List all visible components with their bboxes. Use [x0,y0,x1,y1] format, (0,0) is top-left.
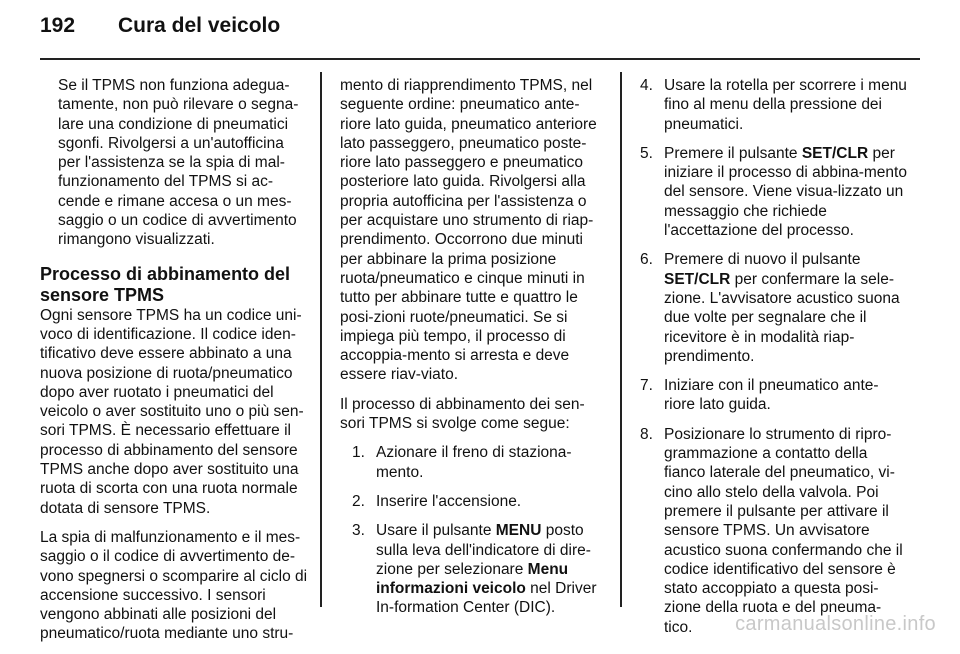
step-text [376,522,597,616]
list-item [640,376,908,415]
list-item [352,443,606,482]
step-text-part: Premere di nuovo il pulsante [664,251,861,269]
column-divider-left [320,72,322,607]
vehicle-info-menu-label: Menu informazioni veicolo [376,560,569,598]
step-text-part: Usare il pulsante [376,522,496,540]
page-number: 192 [40,14,76,37]
step-number: 5. [640,144,653,162]
step-number: 1. [352,444,365,462]
step-text-part: per iniziare il processo di abbina-mento del sensore. Viene visua-lizzato un messaggio che richiede l'accettazione del processo. [664,144,907,240]
step-number: 7. [640,377,653,395]
sensor-id-paragraph: Ogni sensore TPMS ha un codice uni-voco di identificazione. Il codice iden-tificativo deve essere abbinato a una nuova posizione di ruota/pneumatico dopo aver ruotato i pneumatici del veicolo o aver sostituito uno o più sen-sori TPMS. È necessario effettuare il processo di abbinamento del sensore TPMS anche dopo aver sostituito una ruota di scorta con una ruota normale dotata di sensore TPMS. [40,306,304,517]
menu-button-label: MENU [495,522,542,540]
column-left [40,76,310,654]
steps-list-1 [340,443,606,617]
list-item [640,76,908,134]
step-number: 3. [352,522,365,540]
list-item [640,250,908,366]
step-number: 8. [640,425,653,443]
step-number: 6. [640,251,653,269]
step-text: Inserire l'accensione. [376,492,522,510]
step-text: Iniziare con il pneumatico ante-riore lato guida. [664,377,879,414]
step-text [664,145,907,239]
step-text-part: nel Driver In-formation Center (DIC). [376,580,597,617]
step-text: Usare la rotella per scorrere i menu fino al menu della pressione dei pneumatici. [664,77,907,133]
watermark: carmanualsonline.info [735,613,936,635]
step-text-part: posto sulla leva dell'indicatore di dire-zione per selezionare [376,522,591,578]
steps-list-2 [640,76,908,637]
column-right [640,76,908,647]
step-text: Azionare il freno di staziona-mento. [376,444,572,481]
step-text: Posizionare lo strumento di ripro-grammazione a contatto della fianco laterale del pneumatico, vi-cino allo stelo della valvola. Poi premere il pulsante per attivare il sensore TPMS. Un avvisatore acustico suona confermando che il codice identificativo del sensore è stato accoppiato a questa posi-zione della ruota e del pneuma-tico. [664,425,903,636]
column-middle [340,76,606,628]
warning-light-paragraph: La spia di malfunzionamento e il mes-saggio o il codice di avvertimento de-vono spegnersi o scomparire al ciclo di accensione successivo. I sensori vengono abbinati alle posizioni del pneumatico/ruota mediante uno stru- [40,528,308,643]
relearn-tool-paragraph: mento di riapprendimento TPMS, nel seguente ordine: pneumatico ante-riore lato guida, pneumatico anteriore lato passeggero, pneumatico poste-riore lato passeggero e pneumatico posteriore lato guida. Rivolgersi alla propria autofficina per l'assistenza o per acquistare uno strumento di riap-prendimento. Occorrono due minuti per abbinare la prima posizione ruota/pneumatico e cinque minuti in tutto per abbinare tutte e quattro le posi-zioni ruote/pneumatici. Se si impiega più tempo, il processo di accoppia-mento si arresta e deve essere riav-viato. [340,77,597,384]
step-text [664,251,900,364]
matching-intro-paragraph: Il processo di abbinamento dei sen-sori TPMS si svolge come segue: [340,395,585,433]
page-title: Cura del veicolo [118,14,281,37]
step-text-part: Premere il pulsante [664,144,802,162]
step-number: 2. [352,492,365,510]
header-rule [40,58,920,60]
tpms-malfunction-paragraph: Se il TPMS non funziona adegua-tamente, non può rilevare o segna-lare una condizione di pneumatici sgonfi. Rivolgersi a un'autofficina per l'assistenza se la spia di mal-funzionamento del TPMS si ac-cende e rimane accesa o un mes-saggio o un codice di avvertimento rimangono visualizzati. [58,77,299,249]
step-number: 4. [640,77,653,94]
list-item [640,144,908,240]
section-heading: Processo di abbinamento del sensore TPMS [40,263,291,305]
column-divider-right [620,72,622,607]
list-item [352,521,606,617]
step-text-part: per confermare la sele-zione. L'avvisatore acustico suona due volte per segnalare che il ricevitore è in modalità riap-prendimento. [664,270,900,365]
list-item [352,492,606,511]
set-clr-button-label: SET/CLR [664,270,731,288]
set-clr-button-label: SET/CLR [801,144,869,162]
list-item [640,425,908,637]
